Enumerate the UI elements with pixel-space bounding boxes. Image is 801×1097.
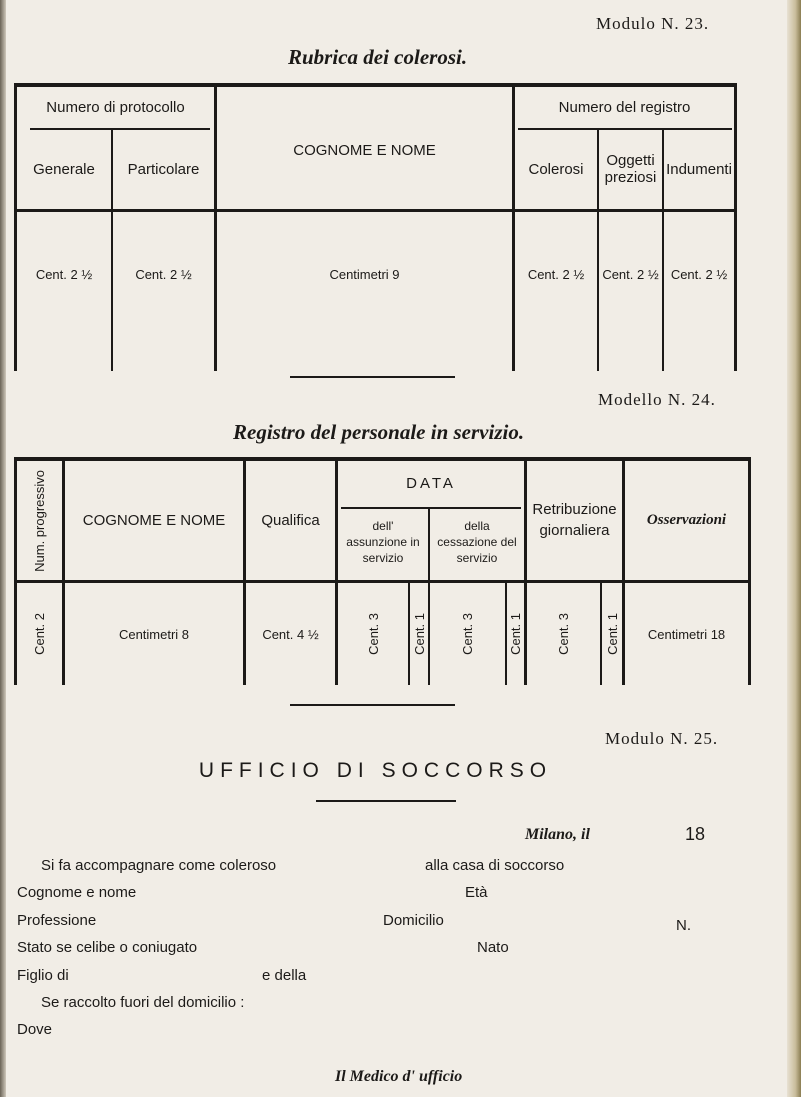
width-ass-b-cell bbox=[410, 583, 428, 685]
header-registro: Numero del registro bbox=[558, 98, 691, 116]
separator-2 bbox=[290, 704, 455, 706]
width-oggetti: Cent. 2 ½ bbox=[602, 267, 659, 282]
width-ret-b: Cent. 1 bbox=[604, 613, 620, 655]
width-ret-a-cell bbox=[527, 583, 600, 685]
title-underline bbox=[316, 800, 456, 802]
width-ces-b: Cent. 1 bbox=[508, 613, 523, 655]
width-ass-a-cell bbox=[338, 583, 408, 685]
field-nato: Nato bbox=[477, 939, 509, 956]
width-ret-b-cell bbox=[602, 583, 622, 685]
field-n: N. bbox=[676, 917, 691, 934]
page-right-edge bbox=[787, 0, 801, 1097]
header-qualifica: Qualifica bbox=[261, 512, 320, 529]
field-alla-casa: alla casa di soccorso bbox=[425, 857, 565, 874]
field-raccolto: Se raccolto fuori del domicilio : bbox=[41, 994, 245, 1011]
model-23-label: Modulo N. 23. bbox=[596, 14, 710, 33]
header-num bbox=[17, 461, 62, 580]
place-date: Milano, il bbox=[525, 826, 590, 843]
field-cognome: Cognome e nome bbox=[17, 884, 137, 901]
header-colerosi: Colerosi bbox=[528, 160, 584, 178]
width-ces-a: Cent. 3 bbox=[460, 613, 475, 655]
model-24-label: Modello N. 24. bbox=[598, 390, 716, 409]
width-ass-a: Cent. 3 bbox=[365, 613, 381, 655]
header-num-text: Num. progressivo bbox=[32, 469, 47, 572]
field-della: e della bbox=[262, 967, 307, 984]
header-particolare: Particolare bbox=[127, 160, 200, 178]
width-colerosi: Cent. 2 ½ bbox=[527, 267, 585, 282]
width-cognome-24: Centimetri 8 bbox=[118, 627, 190, 642]
header-indumenti: Indumenti bbox=[666, 160, 732, 178]
model-25-title: UFFICIO DI SOCCORSO bbox=[198, 759, 553, 782]
width-generale: Cent. 2 ½ bbox=[35, 267, 93, 282]
signature-medico: Il Medico d' ufficio bbox=[335, 1068, 463, 1085]
field-stato: Stato se celibe o coniugato bbox=[17, 939, 198, 956]
header-cognome: COGNOME E NOME bbox=[293, 141, 436, 159]
page-left-edge bbox=[0, 0, 6, 1097]
header-protocollo: Numero di protocollo bbox=[46, 98, 185, 116]
header-oggetti: Oggetti preziosi bbox=[604, 152, 657, 186]
field-eta: Età bbox=[465, 884, 488, 901]
field-domicilio: Domicilio bbox=[383, 912, 444, 929]
separator-1 bbox=[290, 376, 455, 378]
header-generale: Generale bbox=[33, 160, 95, 178]
width-particolare: Cent. 2 ½ bbox=[135, 267, 192, 282]
year-prefix: 18 bbox=[685, 824, 706, 844]
width-ces-a-cell bbox=[430, 583, 505, 685]
field-professione: Professione bbox=[17, 912, 97, 929]
width-num: Cent. 2 bbox=[32, 613, 47, 655]
header-data: DATA bbox=[406, 474, 456, 492]
width-cognome: Centimetri 9 bbox=[329, 267, 400, 282]
width-indumenti: Cent. 2 ½ bbox=[670, 267, 728, 282]
width-ces-b-cell bbox=[507, 583, 524, 685]
width-qualifica: Cent. 4 ½ bbox=[262, 627, 319, 642]
header-osservazioni: Osservazioni bbox=[646, 512, 727, 528]
field-figlio: Figlio di bbox=[17, 967, 69, 984]
width-num-cell bbox=[17, 583, 62, 685]
header-assunzione: dell' assunzione in servizio bbox=[346, 519, 420, 565]
model-24-title: Registro del personale in servizio. bbox=[233, 420, 525, 444]
header-cognome-24: COGNOME E NOME bbox=[82, 512, 226, 529]
field-dove: Dove bbox=[17, 1021, 53, 1038]
model-23-title: Rubrica dei colerosi. bbox=[288, 45, 468, 69]
header-cessazione: della cessazione del servizio bbox=[437, 519, 517, 565]
width-ass-b: Cent. 1 bbox=[411, 613, 427, 655]
model-25-label: Modulo N. 25. bbox=[605, 729, 719, 748]
width-ret-a: Cent. 3 bbox=[556, 613, 571, 655]
field-accompany: Si fa accompagnare come coleroso bbox=[41, 857, 277, 874]
header-retribuzione: Retribuzione giornaliera bbox=[532, 501, 617, 539]
width-osservazioni: Centimetri 18 bbox=[647, 627, 726, 642]
